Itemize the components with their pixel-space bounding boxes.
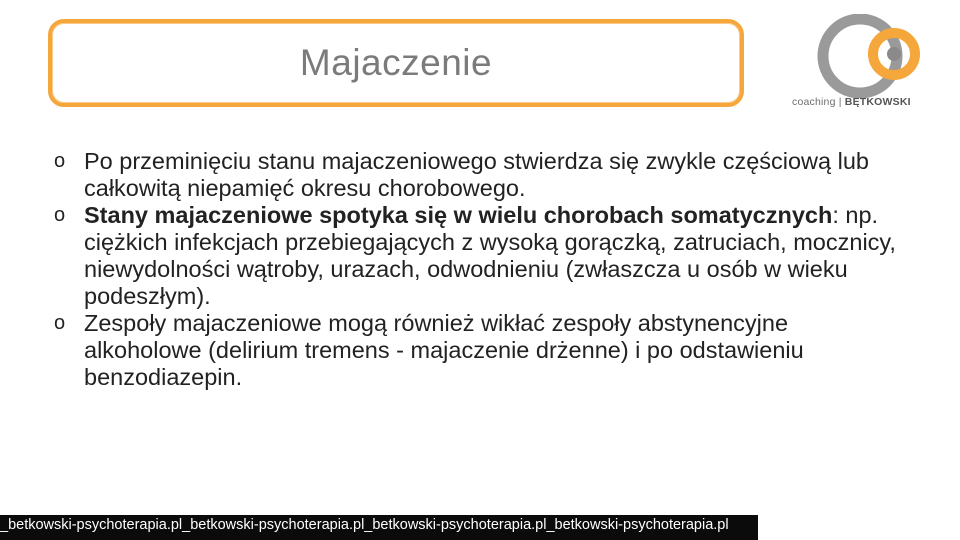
bullet-marker: o xyxy=(54,312,66,334)
logo-text-prefix: coaching | xyxy=(792,96,845,108)
bullet-list xyxy=(52,148,912,391)
list-item xyxy=(52,310,912,391)
list-item xyxy=(52,148,912,202)
footer-bar xyxy=(0,515,758,540)
list-item xyxy=(52,202,912,310)
bullet-bold-text: Stany majaczeniowe spotyka się w wielu chorobach somatycznych xyxy=(84,202,833,228)
brand-logo xyxy=(792,14,944,114)
logo-text xyxy=(792,96,944,108)
logo-text-brand: BĘTKOWSKI xyxy=(844,96,911,108)
slide-title: Majaczenie xyxy=(299,42,493,83)
logo-rings-icon xyxy=(808,14,940,98)
bullet-text: Po przeminięciu stanu majaczeniowego stwierdza się zwykle częściową lub całkowitą niepamięć okresu chorobowego. xyxy=(84,148,869,201)
title-box xyxy=(48,19,744,107)
footer-text: _betkowski-psychoterapia.pl_betkowski-psychoterapia.pl_betkowski-psychoterapia.pl_betkowski-psychoterapia.pl xyxy=(0,517,729,533)
bullet-text: : np. ciężkich infekcjach przebiegających z wysoką gorączką, zatruciach, mocznicy, niewydolności wątroby, urazach, odwodnieniu (zwłaszcza u osób w wieku podeszłym). xyxy=(84,202,896,309)
bullet-marker: o xyxy=(54,204,66,226)
bullet-marker: o xyxy=(54,150,66,172)
bullet-text: Zespoły majaczeniowe mogą również wikłać zespoły abstynencyjne alkoholowe (delirium tremens - majaczenie drżenne) i po odstawieniu benzodiazepin. xyxy=(84,310,804,390)
